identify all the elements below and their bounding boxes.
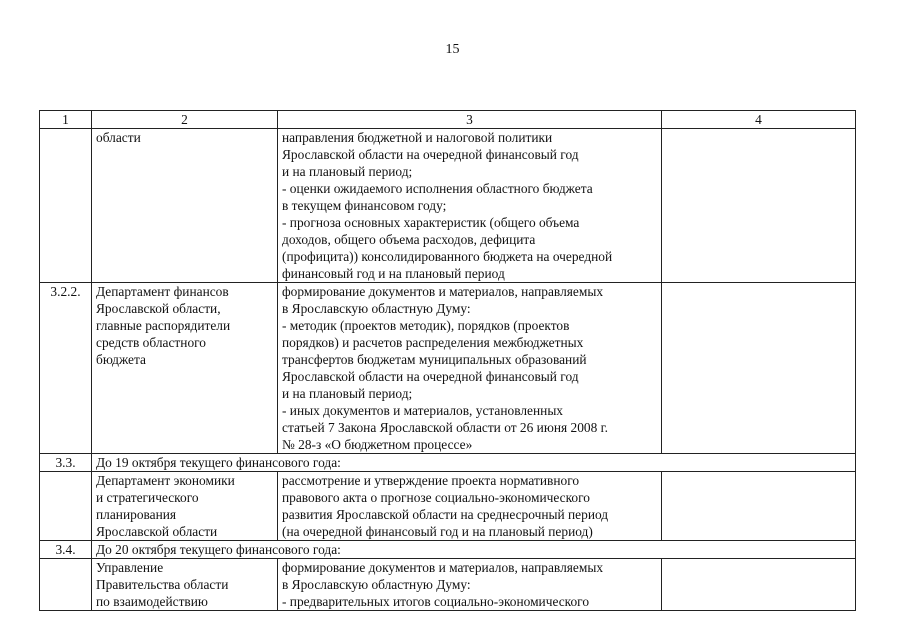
table-row	[40, 559, 856, 611]
content-cell: рассмотрение и утверждение проекта нормативного правового акта о прогнозе социально-экономического развития Ярославской области на среднесрочный период (на очередной финансовый год и на плановый период)	[278, 472, 662, 541]
row-number	[40, 472, 92, 541]
content-cell: формирование документов и материалов, направляемых в Ярославскую областную Думу: - предварительных итогов социально-экономического	[278, 559, 662, 611]
content-cell: направления бюджетной и налоговой политики Ярославской области на очередной финансовый год и на плановый период; - оценки ожидаемого исполнения областного бюджета в текущем финансовом году; - прогноза основных характеристик (общего объема доходов, общего объема расходов, дефицита (профицита)) консолидированного бюджета на очередной финансовый год и на плановый период	[278, 129, 662, 283]
note-cell	[662, 129, 856, 283]
budget-schedule-table	[39, 110, 856, 611]
table-row	[40, 129, 856, 283]
note-cell	[662, 472, 856, 541]
header-cell: 3	[278, 111, 662, 129]
row-number	[40, 559, 92, 611]
responsible-cell: Управление Правительства области по взаимодействию	[92, 559, 278, 611]
note-cell	[662, 559, 856, 611]
section-heading: До 19 октября текущего финансового года:	[92, 454, 856, 472]
header-cell: 1	[40, 111, 92, 129]
row-number: 3.4.	[40, 541, 92, 559]
header-cell: 2	[92, 111, 278, 129]
header-cell: 4	[662, 111, 856, 129]
note-cell	[662, 283, 856, 454]
responsible-cell: Департамент экономики и стратегического планирования Ярославской области	[92, 472, 278, 541]
row-number: 3.3.	[40, 454, 92, 472]
section-heading: До 20 октября текущего финансового года:	[92, 541, 856, 559]
section-row	[40, 541, 856, 559]
responsible-cell: области	[92, 129, 278, 283]
table-row	[40, 472, 856, 541]
responsible-cell: Департамент финансов Ярославской области, главные распорядители средств областного бюджета	[92, 283, 278, 454]
table-row	[40, 283, 856, 454]
row-number: 3.2.2.	[40, 283, 92, 454]
table-header-row	[40, 111, 856, 129]
row-number	[40, 129, 92, 283]
section-row	[40, 454, 856, 472]
content-cell: формирование документов и материалов, направляемых в Ярославскую областную Думу: - методик (проектов методик), порядков (проектов порядков) и расчетов распределения межбюджетных трансфертов бюджетам муниципальных образований Ярославской области на очередной финансовый год и на плановый период; - иных документов и материалов, установленных статьей 7 Закона Ярославской области от 26 июня 2008 г. № 28-з «О бюджетном процессе»	[278, 283, 662, 454]
page-number: 15	[445, 42, 460, 57]
